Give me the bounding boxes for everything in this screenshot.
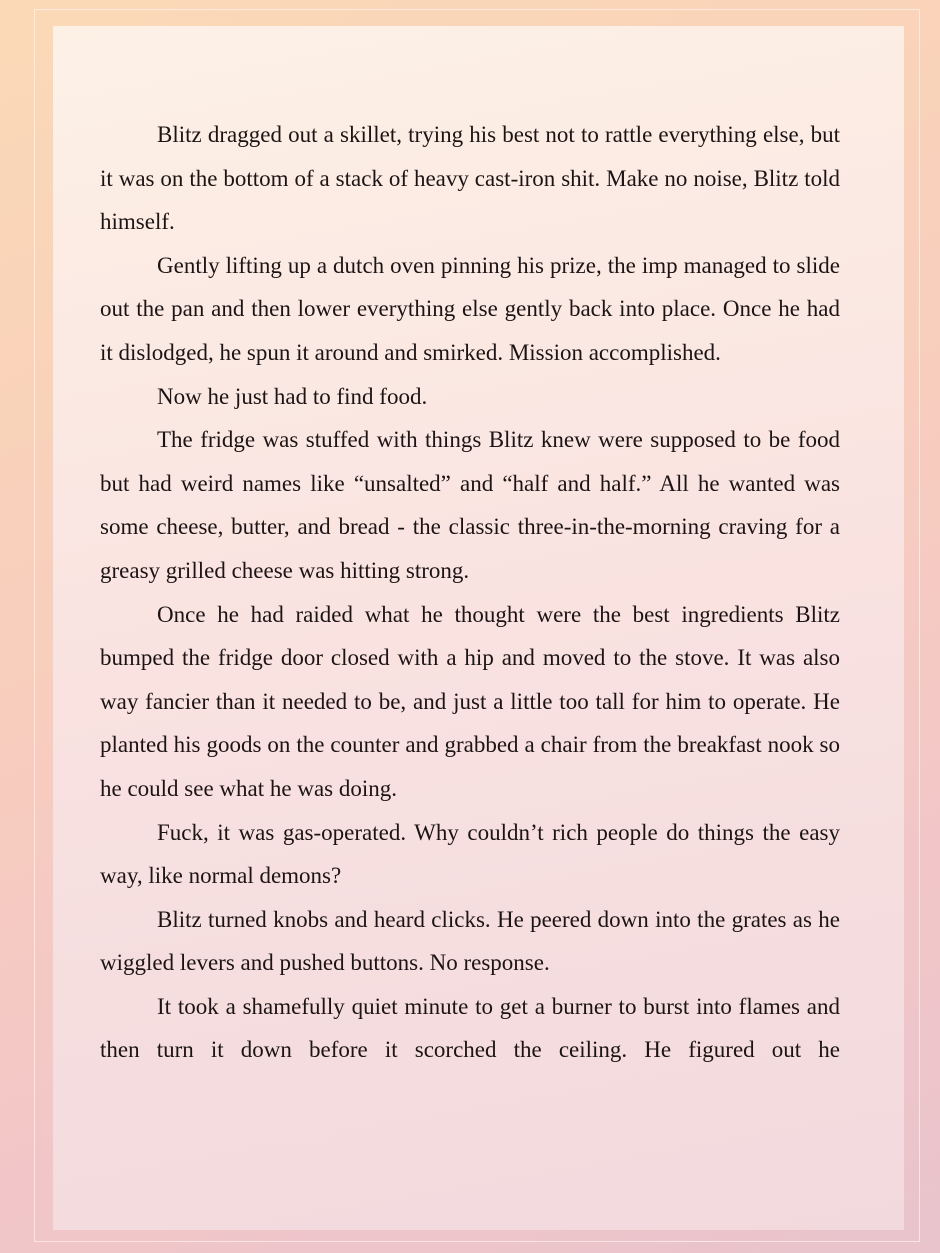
paragraph-5: Once he had raided what he thought were the best ingredients Blitz bumped the fridge door closed with a hip and moved to the stove. It was also way fancier than it needed to be, and just a little too tall for him to operate. He planted his goods on the counter and grabbed a chair from the breakfast nook so he could see what he was doing. [100,601,840,801]
page [53,26,904,1230]
paragraph-3: Now he just had to find food. [157,383,428,409]
paragraph-2: Gently lifting up a dutch oven pinning his prize, the imp managed to slide out the pan and then lower everything else gently back into place. Once he had it dislodged, he spun it around and smirked. Mission accomplished. [100,252,840,365]
paragraph-6: Fuck, it was gas-operated. Why couldn’t rich people do things the easy way, like normal demons? [100,819,840,889]
story-text [100,113,840,1072]
paragraph-8: It took a shamefully quiet minute to get a burner to burst into flames and then turn it down before it scorched the ceiling. He figured out he [100,993,840,1063]
paragraph-1: Blitz dragged out a skillet, trying his best not to rattle everything else, but it was on the bottom of a stack of heavy cast-iron shit. Make no noise, Blitz told himself. [100,122,840,235]
paragraph-7: Blitz turned knobs and heard clicks. He peered down into the grates as he wiggled levers and pushed buttons. No response. [100,906,840,976]
paragraph-4: The fridge was stuffed with things Blitz knew were supposed to be food but had weird names like “unsalted” and “half and half.” All he wanted was some cheese, butter, and bread - the classic three-in-the-morning craving for a greasy grilled cheese was hitting strong. [100,427,840,583]
